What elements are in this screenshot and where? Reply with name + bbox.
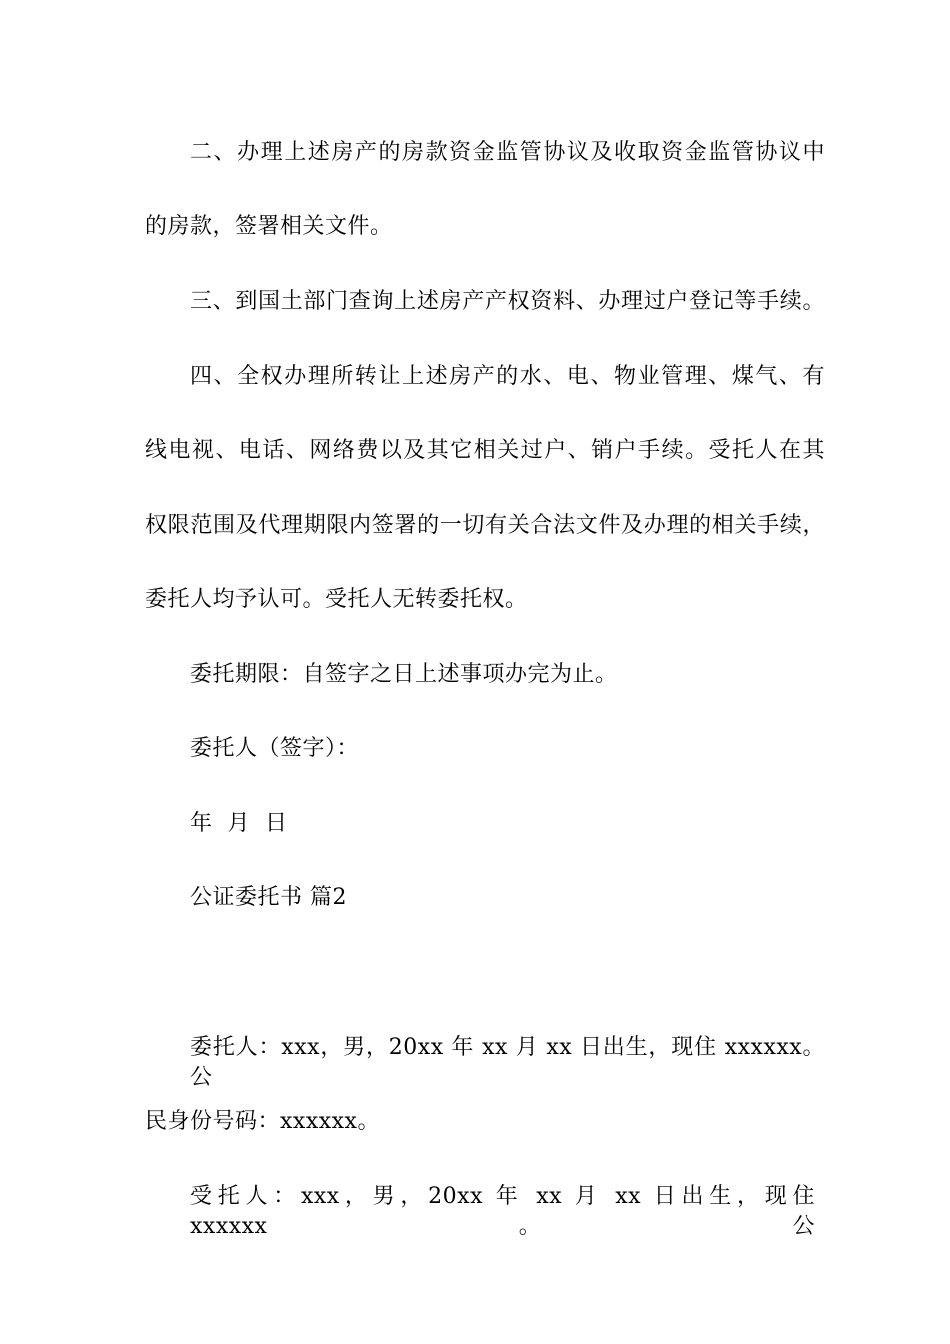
paragraph-line: 受托人：xxx，男，20xx 年 xx 月 xx 日出生，现住 xxxxxx。公: [190, 1184, 815, 1239]
term-line: 委托期限：自签字之日上述事项办完为止。: [190, 662, 618, 687]
signature-label: 委托人（签字）：: [190, 736, 360, 761]
paragraph-line: 三、到国土部门查询上述房产产权资料、办理过户登记等手续。: [190, 289, 825, 314]
paragraph-line: 线电视、电话、网络费以及其它相关过户、销户手续。受托人在其: [145, 438, 825, 463]
paragraph-line: 委托人均予认可。受托人无转委托权。: [145, 587, 528, 612]
paragraph-line: 委托人：xxx，男，20xx 年 xx 月 xx 日出生，现住 xxxxxx。公: [190, 1035, 825, 1090]
date-line: 年 月 日: [190, 811, 288, 836]
paragraph-line: 四、全权办理所转让上述房产的水、电、物业管理、煤气、有: [190, 364, 825, 389]
section-heading: 公证委托书 篇2: [190, 885, 347, 910]
paragraph-line: 民身份号码：xxxxxx。: [145, 1109, 380, 1134]
paragraph-line: 的房款，签署相关文件。: [145, 214, 393, 239]
paragraph-line: 权限范围及代理期限内签署的一切有关合法文件及办理的相关手续，: [145, 513, 825, 538]
paragraph-line: 二、办理上述房产的房款资金监管协议及收取资金监管协议中: [190, 140, 825, 165]
